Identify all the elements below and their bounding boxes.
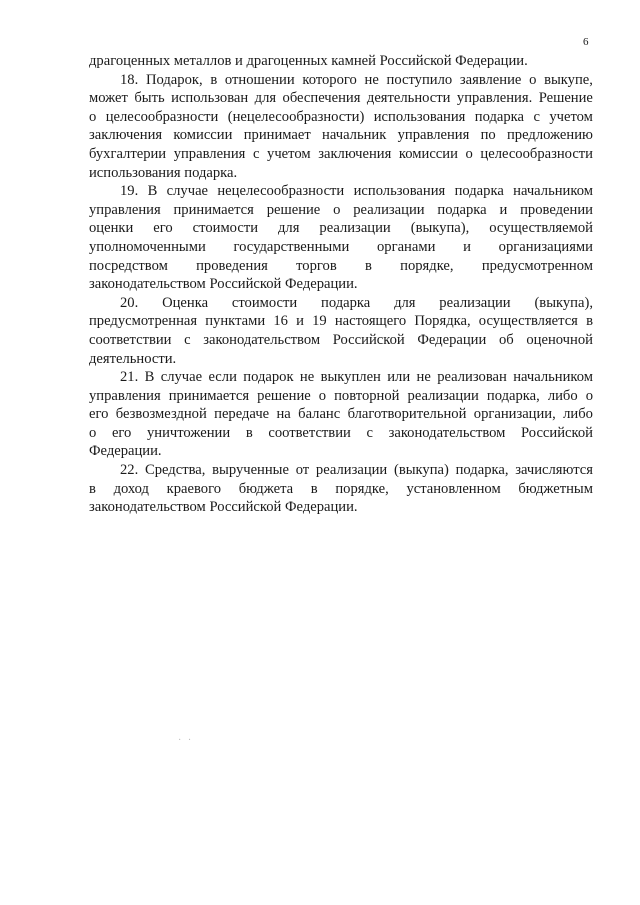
document-body [89, 52, 593, 517]
text-line: бухгалтерии управления с учетом заключения комиссии о целесообразности [89, 145, 593, 162]
text-line: драгоценных металлов и драгоценных камней Российской Федерации. [89, 53, 528, 69]
text-line: о целесообразности (нецелесообразности) использования подарка с учетом [89, 108, 593, 125]
text-line: 19. В случае нецелесообразности использования подарка начальником [120, 183, 593, 200]
text-line: соответствии с законодательством Российской Федерации об оценочной [89, 331, 593, 348]
text-line: уполномоченными государственными органами и организациями [89, 238, 593, 255]
text-line: законодательством Российской Федерации. [89, 276, 358, 293]
text-line: посредством проведения торгов в порядке, предусмотренном [89, 257, 593, 274]
text-line: 21. В случае если подарок не выкуплен или не реализован начальником [120, 369, 593, 386]
text-line: управления принимается решение о повторной реализации подарка, либо о [89, 387, 593, 404]
text-line: может быть использован для обеспечения деятельности управления. Решение [89, 90, 593, 107]
text-line: Федерации. [89, 443, 162, 460]
text-line: деятельности. [89, 350, 177, 367]
text-line: о его уничтожении в соответствии с законодательством Российской [89, 424, 593, 441]
text-line: в доход краевого бюджета в порядке, установленном бюджетным [89, 480, 593, 497]
text-line: его безвозмездной передаче на баланс благотворительной организации, либо [89, 406, 593, 423]
text-line: заключения комиссии принимает начальник управления по предложению [89, 127, 593, 144]
text-line: 22. Средства, вырученные от реализации (выкупа) подарка, зачисляются [120, 462, 593, 479]
text-line: законодательством Российской Федерации. [89, 499, 358, 516]
scan-artifact: · · [178, 735, 194, 746]
text-line: оценки его стоимости для реализации (выкупа), осуществляемой [89, 220, 593, 237]
text-line: 18. Подарок, в отношении которого не поступило заявление о выкупе, [120, 71, 593, 88]
text-line: использования подарка. [89, 164, 238, 181]
text-line: управления принимается решение о реализации подарка и проведении [89, 201, 593, 218]
page-number: 6 [583, 36, 589, 48]
text-line: предусмотренная пунктами 16 и 19 настоящего Порядка, осуществляется в [89, 313, 593, 330]
text-line: 20. Оценка стоимости подарка для реализации (выкупа), [120, 294, 593, 311]
